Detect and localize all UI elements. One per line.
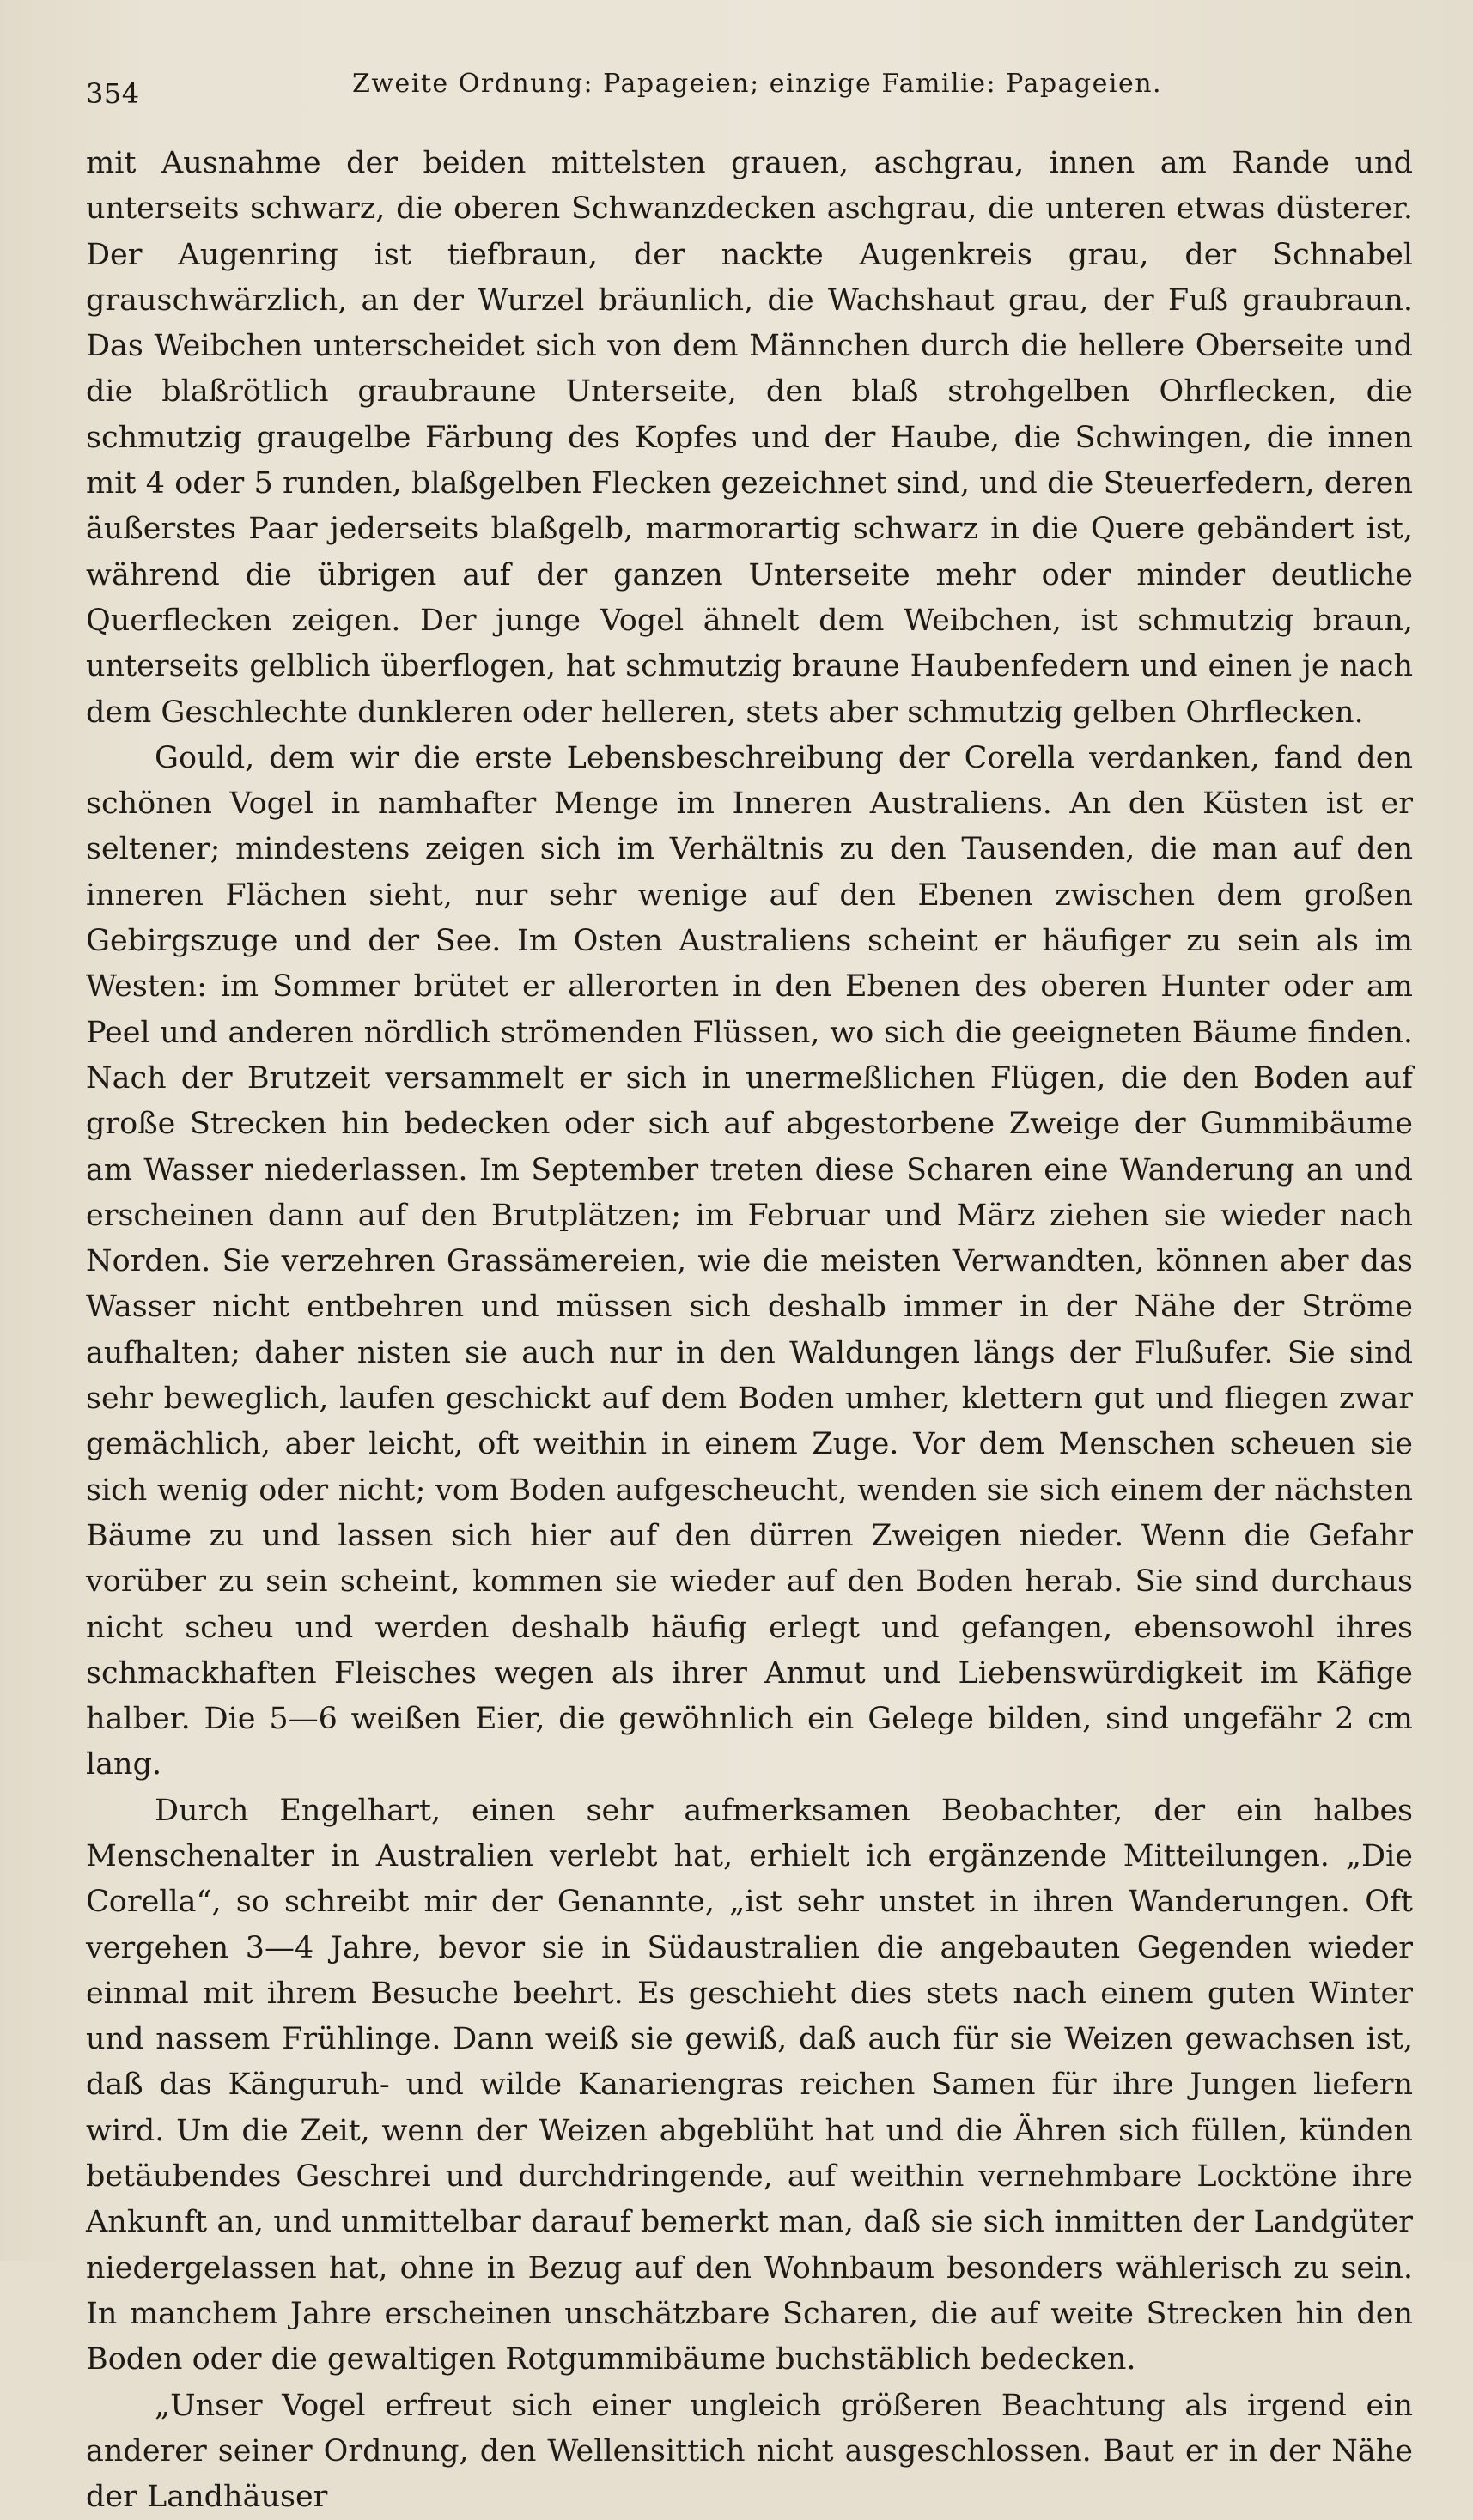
running-head-title: Zweite Ordnung: Papageien; einzige Familie: Papageien. [352,69,1163,99]
paragraph-quote: „Unser Vogel erfreut sich einer ungleich größeren Beachtung als irgend ein anderer seiner Ordnung, den Wellensittich nicht ausgeschlossen. Baut er in der Nähe der Landhäuser [86,2388,1413,2515]
running-head [86,60,1413,110]
paragraph-gould: Gould, dem wir die erste Lebensbeschreibung der Corella verdanken, fand den schönen Vogel in namhafter Menge im Inneren Australiens. An den Küsten ist er seltener; mindestens zeigen sich im Verhältnis zu den Tausenden, die man auf den inneren Flächen sieht, nur sehr wenige auf den Ebenen zwischen dem großen Gebirgszuge und der See. Im Osten Australiens scheint er häufiger zu sein als im Westen: im Sommer brütet er allerorten in den Ebenen des oberen Hunter oder am Peel und anderen nördlich strömenden Flüssen, wo sich die geeigneten Bäume finden. Nach der Brutzeit versammelt er sich in unermeßlichen Flügen, die den Boden auf große Strecken hin bedecken oder sich auf abgestorbene Zweige der Gummibäume am Wasser niederlassen. Im September treten diese Scharen eine Wanderung an und erscheinen dann auf den Brutplätzen; im Februar und März ziehen sie wieder nach Norden. Sie verzehren Grassämereien, wie die meisten Verwandten, können aber das Wasser nicht entbehren und müssen sich deshalb immer in der Nähe der Ströme aufhalten; daher nisten sie auch nur in den Waldungen längs der Flußufer. Sie sind sehr beweglich, laufen geschickt auf dem Boden umher, klettern gut und fliegen zwar gemächlich, aber leicht, oft weithin in einem Zuge. Vor dem Menschen scheuen sie sich wenig oder nicht; vom Boden aufgescheucht, wenden sie sich einem der nächsten Bäume zu und lassen sich hier auf den dürren Zweigen nieder. Wenn die Gefahr vorüber zu sein scheint, kommen sie wieder auf den Boden herab. Sie sind durchaus nicht scheu und werden deshalb häufig erlegt und gefangen, ebensowohl ihres schmackhaften Fleisches wegen als ihrer Anmut und Liebenswürdigkeit im Käfige halber. Die 5—6 weißen Eier, die gewöhnlich ein Gelege bilden, sind ungefähr 2 cm lang. [86,740,1413,1782]
paragraph-engelhart: Durch Engelhart, einen sehr aufmerksamen Beobachter, der ein halbes Menschenalter in Australien verlebt hat, erhielt ich ergänzende Mitteilungen. „Die Corella“, so schreibt mir der Genannte, „ist sehr unstet in ihren Wanderungen. Oft vergehen 3—4 Jahre, bevor sie in Südaustralien die angebauten Gegenden wieder einmal mit ihrem Besuche beehrt. Es geschieht dies stets nach einem guten Winter und nassem Frühlinge. Dann weiß sie gewiß, daß auch für sie Weizen gewachsen ist, daß das Känguruh- und wilde Kanariengras reichen Samen für ihre Jungen liefern wird. Um die Zeit, wenn der Weizen abgeblüht hat und die Ähren sich füllen, künden betäubendes Geschrei und durchdringende, auf weithin vernehmbare Locktöne ihre Ankunft an, und unmittelbar darauf bemerkt man, daß sie sich inmitten der Landgüter niedergelassen hat, ohne in Bezug auf den Wohnbaum besonders wählerisch zu sein. In manchem Jahre erscheinen unschätzbare Scharen, die auf weite Strecken hin den Boden oder die gewaltigen Rotgummibäume buchstäblich bedecken. [86,1793,1413,2377]
paragraph-continuation: mit Ausnahme der beiden mittelsten grauen, aschgrau, innen am Rande und unterseits schwarz, die oberen Schwanzdecken aschgrau, die unteren etwas düsterer. Der Augenring ist tiefbraun, der nackte Augenkreis grau, der Schnabel grauschwärzlich, an der Wurzel bräunlich, die Wachshaut grau, der Fuß graubraun. Das Weibchen unterscheidet sich von dem Männchen durch die hellere Oberseite und die blaßrötlich graubraune Unterseite, den blaß strohgelben Ohrflecken, die schmutzig graugelbe Färbung des Kopfes und der Haube, die Schwingen, die innen mit 4 oder 5 runden, blaßgelben Flecken gezeichnet sind, und die Steuerfedern, deren äußerstes Paar jederseits blaßgelb, marmorartig schwarz in die Quere gebändert ist, während die übrigen auf der ganzen Unterseite mehr oder minder deutliche Querflecken zeigen. Der junge Vogel ähnelt dem Weibchen, ist schmutzig braun, unterseits gelblich überflogen, hat schmutzig braune Haubenfedern und einen je nach dem Geschlechte dunkleren oder helleren, stets aber schmutzig gelben Ohrflecken. [86,146,1413,730]
body-text [86,141,1413,2520]
page-number: 354 [86,77,140,110]
